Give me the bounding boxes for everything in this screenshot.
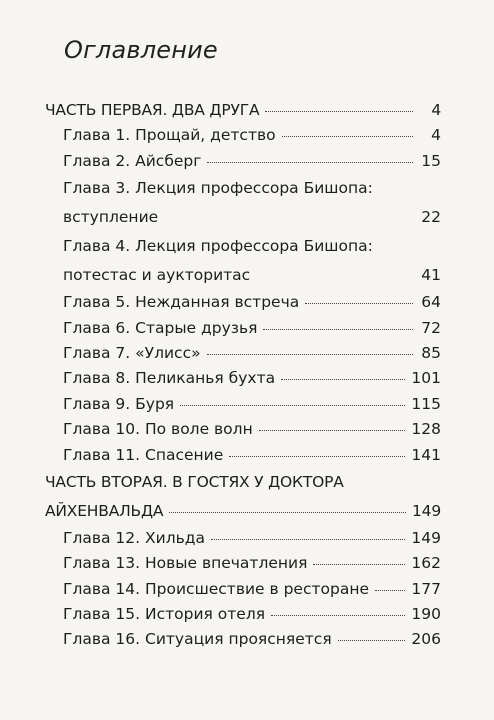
toc-entry-title: Глава 2. Айсберг [63, 151, 202, 170]
toc-part-entry [0, 98, 441, 123]
toc-entry-title: ЧАСТЬ ПЕРВАЯ. ДВА ДРУГА [45, 101, 260, 119]
toc-entry-title: Глава 15. История отеля [63, 605, 266, 624]
toc-page-number: 149 [411, 528, 441, 547]
toc-page-number: 85 [421, 343, 441, 362]
toc-entry-title: Глава 13. Новые впечатления [63, 554, 308, 573]
toc-entry-title-continued: потестас и аукторитас [63, 266, 251, 285]
toc-entry-title: Глава 12. Хильда [63, 528, 205, 547]
dot-leader [265, 111, 413, 112]
toc-chapter-entry [0, 392, 441, 417]
toc-chapter-entry [0, 123, 441, 148]
toc-page-number: 128 [411, 420, 441, 439]
dot-leader [375, 590, 405, 591]
toc-page-number: 177 [411, 579, 441, 598]
toc-entry-title: Глава 16. Ситуация проясняется [63, 630, 332, 649]
toc-page-number: 4 [431, 126, 441, 145]
toc-chapter-entry [0, 341, 441, 366]
toc-entry-title: ЧАСТЬ ВТОРАЯ. В ГОСТЯХ У ДОКТОРА [45, 472, 344, 491]
dot-leader [313, 564, 405, 565]
toc-page-number: 149 [412, 501, 441, 520]
dot-leader [282, 136, 413, 137]
dot-leader [338, 640, 406, 641]
toc-entry-title: Глава 7. «Улисс» [63, 343, 201, 362]
toc-entry-title-continued: АЙХЕНВАЛЬДА [45, 501, 164, 520]
toc-chapter-entry [0, 577, 441, 602]
table-of-contents [0, 98, 494, 653]
dot-leader [229, 456, 405, 457]
contents-heading: Оглавление [64, 36, 218, 64]
toc-entry-title: Глава 4. Лекция профессора Бишопа: [63, 237, 373, 256]
toc-entry-title: Глава 11. Спасение [63, 445, 224, 464]
dot-leader [207, 354, 413, 355]
dot-leader [263, 329, 413, 330]
dot-leader [259, 430, 406, 431]
dot-leader [271, 615, 405, 616]
dot-leader [207, 162, 413, 163]
toc-page-number: 15 [421, 151, 441, 170]
dot-leader [281, 379, 405, 380]
toc-chapter-entry [0, 149, 441, 174]
toc-chapter-entry [0, 526, 441, 551]
toc-entry-title: Глава 14. Происшествие в ресторане [63, 579, 369, 598]
toc-entry-title: Глава 8. Пеликанья бухта [63, 369, 276, 388]
toc-page-number: 22 [421, 208, 441, 227]
dot-leader [169, 512, 406, 513]
toc-page-number: 115 [411, 394, 441, 413]
toc-page-number: 162 [411, 554, 441, 573]
toc-part-entry [0, 468, 441, 526]
toc-page-number: 41 [421, 266, 441, 285]
toc-entry-title-continued: вступление [63, 208, 159, 227]
toc-entry-title: Глава 6. Старые друзья [63, 318, 258, 337]
dot-leader [180, 405, 405, 406]
toc-chapter-entry [0, 174, 441, 232]
toc-page-number: 4 [431, 101, 441, 119]
toc-page-number: 206 [411, 630, 441, 649]
toc-entry-title: Глава 10. По воле волн [63, 420, 253, 439]
toc-chapter-entry [0, 417, 441, 442]
toc-entry-title: Глава 9. Буря [63, 394, 175, 413]
toc-chapter-entry [0, 316, 441, 341]
toc-page-number: 64 [421, 293, 441, 312]
toc-entry-title: Глава 5. Нежданная встреча [63, 293, 300, 312]
toc-page-number: 101 [411, 369, 441, 388]
toc-chapter-entry [0, 443, 441, 468]
dot-leader [211, 539, 405, 540]
toc-chapter-entry [0, 627, 441, 652]
dot-leader [305, 303, 413, 304]
toc-page-number: 190 [411, 605, 441, 624]
toc-page-number: 72 [421, 318, 441, 337]
toc-entry-title: Глава 3. Лекция профессора Бишопа: [63, 179, 373, 198]
toc-chapter-entry [0, 366, 441, 391]
toc-chapter-entry [0, 232, 441, 290]
toc-entry-title: Глава 1. Прощай, детство [63, 126, 276, 145]
toc-chapter-entry [0, 602, 441, 627]
toc-chapter-entry [0, 551, 441, 576]
toc-page-number: 141 [411, 445, 441, 464]
toc-chapter-entry [0, 290, 441, 315]
